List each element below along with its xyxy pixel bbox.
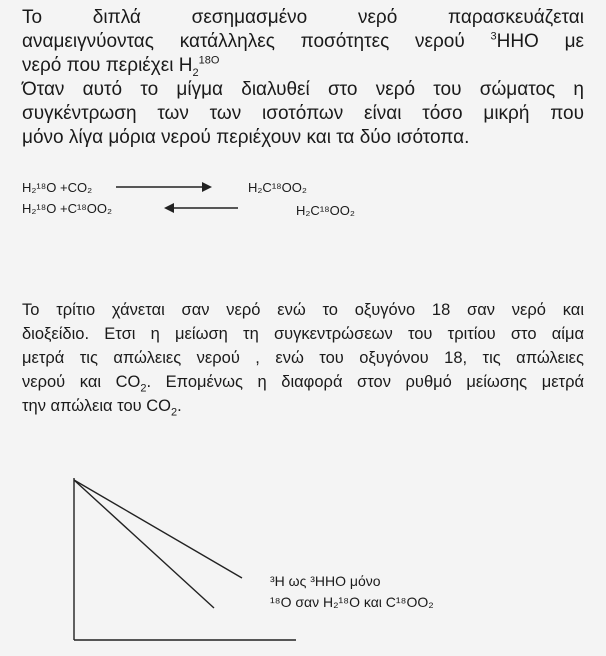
decline-graph <box>0 460 606 656</box>
tritium-decline-line <box>74 480 242 578</box>
tritium-line-label: ³H ως ³HHO μόνο <box>270 573 381 589</box>
oxygen18-line-label: ¹⁸O σαν H₂¹⁸O και C¹⁸OO₂ <box>270 594 434 610</box>
explanation-line-2: διοξείδιο. Ετσι η μείωση τη συγκεντρώσεων του τριτίου στο αίμα <box>22 325 584 343</box>
forward-arrow-icon <box>112 180 216 194</box>
explanation-paragraph <box>22 298 584 418</box>
explanation-line-3: μετρά τις απώλειες νερού , ενώ του οξυγόνου 18, τις απώλειες <box>22 349 584 367</box>
intro-line-6: μόνο λίγα μόρια νερού περιέχουν και τα δύο ισότοπα. <box>22 127 470 148</box>
equation-1-reactants: H₂¹⁸O +CO₂ <box>22 180 93 195</box>
explanation-line-1: Το τρίτιο χάνεται σαν νερό ενώ το οξυγόνο 18 σαν νερό και <box>22 301 584 319</box>
intro-line-5: συγκέντρωση των των ισοτόπων είναι τόσο μικρή που <box>22 103 584 124</box>
intro-paragraph <box>22 6 584 150</box>
intro-line-3: νερό που περιέχει $H_2^{18O}$ <box>22 54 220 79</box>
explanation-line-4: νερού και $CO_2$. Επομένως η διαφορά στον ρυθμό μείωσης μετρά <box>22 373 584 395</box>
equation-2-reactants: H₂¹⁸O +C¹⁸OO₂ <box>22 201 113 216</box>
explanation-line-5: την απώλεια του $CO_2$. <box>22 397 182 419</box>
oxygen18-decline-line <box>74 480 214 608</box>
intro-line-1: Το διπλά σεσημασμένο νερό παρασκευάζεται <box>22 7 584 28</box>
reverse-arrow-icon <box>160 201 240 215</box>
equation-1-product: H₂C¹⁸OO₂ <box>248 180 307 195</box>
intro-line-2: αναμειγνύοντας κατάλληλες ποσότητες νερού $^3$ΗΗΟ με <box>22 30 584 52</box>
intro-line-4: Όταν αυτό το μίγμα διαλυθεί στο νερό του σώματος η <box>22 79 584 100</box>
equation-2-product: H₂C¹⁸OO₂ <box>296 203 355 218</box>
